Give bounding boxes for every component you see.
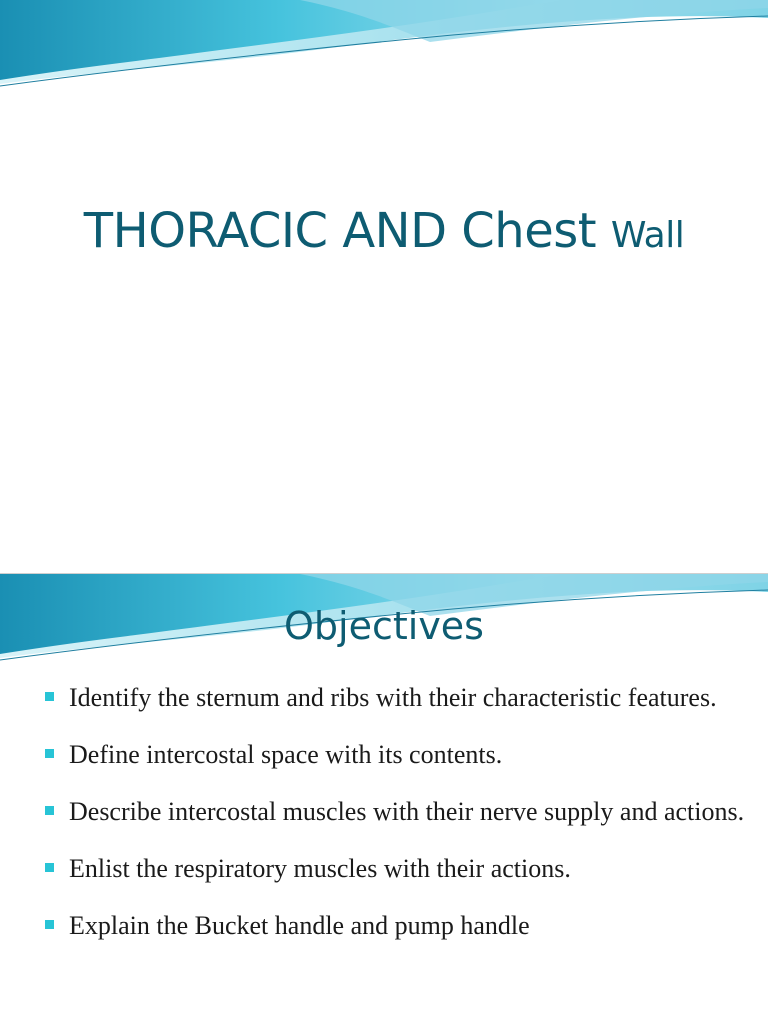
square-bullet-icon (45, 863, 54, 872)
list-item-text: Explain the Bucket handle and pump handle (69, 911, 530, 940)
list-item-text: Identify the sternum and ribs with their characteristic features. (69, 683, 717, 712)
slide-title-suffix: Wall (610, 215, 685, 256)
slide-title-main: THORACIC AND Chest (83, 203, 611, 259)
list-item-text: Describe intercostal muscles with their nerve supply and actions. (69, 797, 745, 826)
list-item (45, 786, 745, 837)
objectives-slide (0, 574, 768, 1024)
list-item (45, 843, 745, 894)
objectives-list (45, 672, 745, 957)
header-wave-decoration (0, 0, 768, 95)
list-item (45, 729, 745, 780)
square-bullet-icon (45, 749, 54, 758)
slide-title (0, 195, 768, 272)
list-item-text: Define intercostal space with its contents. (69, 740, 503, 769)
list-item (45, 900, 745, 951)
objectives-heading: Objectives (284, 604, 484, 648)
square-bullet-icon (45, 920, 54, 929)
list-item-text: Enlist the respiratory muscles with their actions. (69, 854, 571, 883)
square-bullet-icon (45, 692, 54, 701)
square-bullet-icon (45, 806, 54, 815)
list-item (45, 672, 745, 723)
